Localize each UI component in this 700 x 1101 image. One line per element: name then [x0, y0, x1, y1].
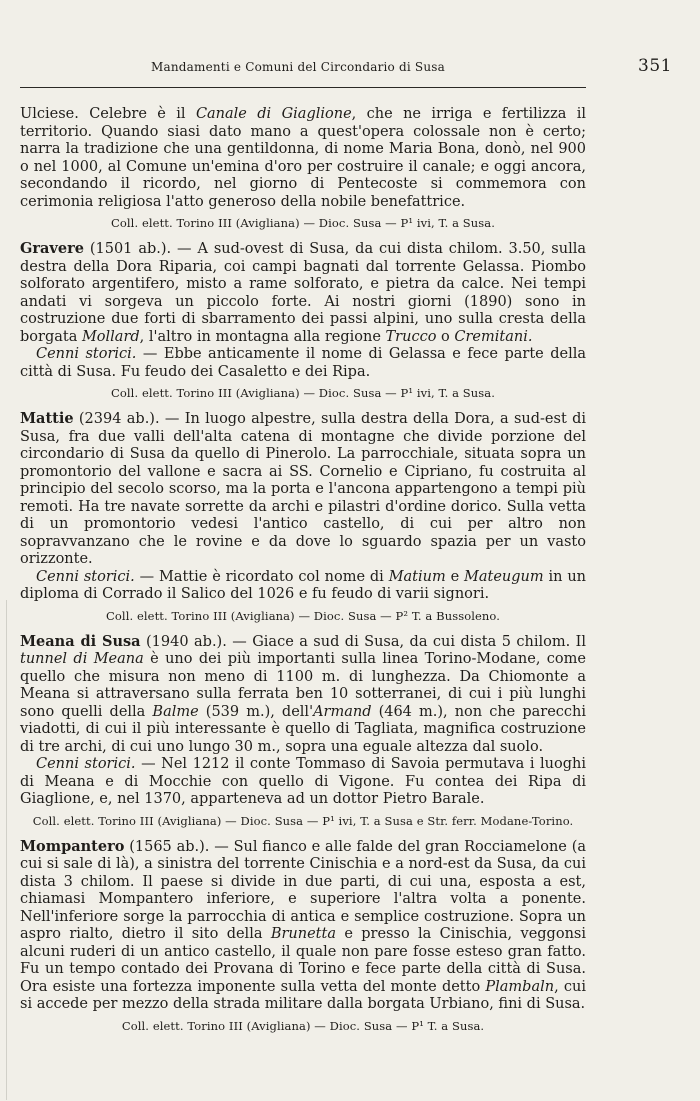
entry-title: Mompantero — [20, 837, 125, 855]
meana-cenni-storici: Cenni storici. — Nel 1212 il conte Tommaso di Savoia permutava i luoghi di Meana e di Mocchie con quello di Vigone. Fu contea dei Ripa di Giaglione, e, nel 1370, apparteneva ad un dottor Pietro Barale. — [20, 756, 586, 807]
entry-mompantero: Mompantero (1565 ab.). — Sul fianco e alle falde del gran Rocciamelone (a cui si sale di là), a sinistra del torrente Cinischia e a nord-est da Susa, da cui dista 3 chilom. Il paese si divide in due parti, di cui una, esposta a est, chiamasi Mompantero inferiore, e superiore l'altra volta a ponente. Nell'inferiore sorge la parrocchia di antica e semplice costruzione. Sopra un aspro rialto, dietro il sito della Brunetta e presso la Cinischia, veggonsi alcuni ruderi di un antico castello, il quale non pare fosse esteso gran fatto. Fu un tempo contado dei Provana di Torino e fece parte della città di Susa. Ora esiste una fortezza imponente sulla vetta del monte detto Plambaln, cui si accede per mezzo della strada militare dalla borgata Urbiano, fini di Susa. — [20, 837, 587, 1012]
entry-gravere: Gravere (1501 ab.). — A sud-ovest di Susa, da cui dista chilom. 3.50, sulla destra della Dora Riparia, coi campi bagnati dal torrente Gelassa. Piombo solforato argentifero, misto a rame solforato, e pietra da calce. Nei tempi andati vi sorgeva un piccolo forte. Ai nostri giorni (1890) sono in costruzione due forti di sbarramento dei passi alpini, uno sulla cresta della borgata Mollard, l'altro in montagna alla regione Trucco o Cremitani. — [20, 240, 586, 345]
mattie-collegio-line: Coll. elett. Torino III (Avigliana) — Dioc. Susa — P² T. a Bussoleno. — [106, 608, 500, 623]
entry-meana-di-susa: Meana di Susa (1940 ab.). — Giace a sud di Susa, da cui dista 5 chilom. Il tunnel di Meana è uno dei più importanti sulla linea Torino-Modane, come quello che misura non meno di 1100 m. di lunghezza. Da Chiomonte a Meana si attraversano sulla ferrata ben 10 sotterranei, di cui i più lunghi sono quelli della Balme (539 m.), dell'Armand (464 m.), non che parecchi viadotti, di cui il più interessante è quello di Tagliata, magnifica costruzione di tre archi, di cui uno lungo 30 m., sopra una eguale altezza dal suolo. — [20, 632, 587, 755]
intro-collegio-line: Coll. elett. Torino III (Avigliana) — Dioc. Susa — P¹ ivi, T. a Susa. — [110, 216, 495, 230]
mattie-cenni-storici: Cenni storici. — Mattie è ricordato col nome di Matium e Mateugum in un diploma di Corrado il Salico del 1026 e fu feudo di varii signori. — [20, 568, 586, 602]
page-margin-shadow — [6, 600, 7, 1100]
gravere-collegio-line: Coll. elett. Torino III (Avigliana) — Dioc. Susa — P¹ ivi, T. a Susa. — [110, 386, 495, 400]
mompantero-collegio-line: Coll. elett. Torino III (Avigliana) — Dioc. Susa — P¹ T. a Susa. — [121, 1018, 485, 1033]
entry-mattie: Mattie (2394 ab.). — In luogo alpestre, sulla destra della Dora, a sud-est di Susa, fra due valli dell'alta catena di montagne che divide porzione del circondario di Susa da quello di Pinerolo. La parrocchiale, situata sopra un promontorio del vallone e sacra ai SS. Cornelio e Cipriano, fu costruita al principio del secolo scorso, ma la porta e l'ancona appartengono a tempi più remoti. Ha tre navate sorrette da archi e pilastri d'ordine dorico. Sulla vetta di un promontorio vedesi l'antico castello, di cui per altro non sopravvanzano che le rovine e da dove lo sguardo spazia per un vasto orizzonte. — [20, 410, 587, 567]
header-rule — [20, 87, 586, 88]
page-content — [20, 106, 586, 1043]
running-title: Mandamenti e Comuni del Circondario di Susa — [150, 60, 445, 74]
intro-paragraph: Ulciese. Celebre è il Canale di Giaglione, che ne irriga e fertilizza il territorio. Quando siasi dato mano a quest'opera colossale non è certo; narra la tradizione che una gentildonna, di nome Maria Bona, donò, nel 900 o nel 1000, al Comune un'emina d'oro per costruire il canale; e oggi ancora, secondando il ricordo, nel giorno di Pentecoste si commemora con cerimonia religiosa l'atto generoso della nobile benefattrice. — [20, 106, 587, 210]
meana-collegio-line: Coll. elett. Torino III (Avigliana) — Dioc. Susa — P¹ ivi, T. a Susa e Str. ferr. Modane-Torino. — [32, 813, 574, 828]
entry-title: Meana di Susa — [20, 632, 141, 650]
page-header — [20, 56, 672, 84]
gravere-cenni-storici: Cenni storici. — Ebbe anticamente il nome di Gelassa e fece parte della città di Susa. Fu feudo dei Casaletto e dei Ripa. — [20, 346, 586, 380]
page-number: 351 — [638, 56, 672, 76]
entry-title: Mattie — [20, 410, 74, 427]
entry-title: Gravere — [20, 240, 84, 257]
